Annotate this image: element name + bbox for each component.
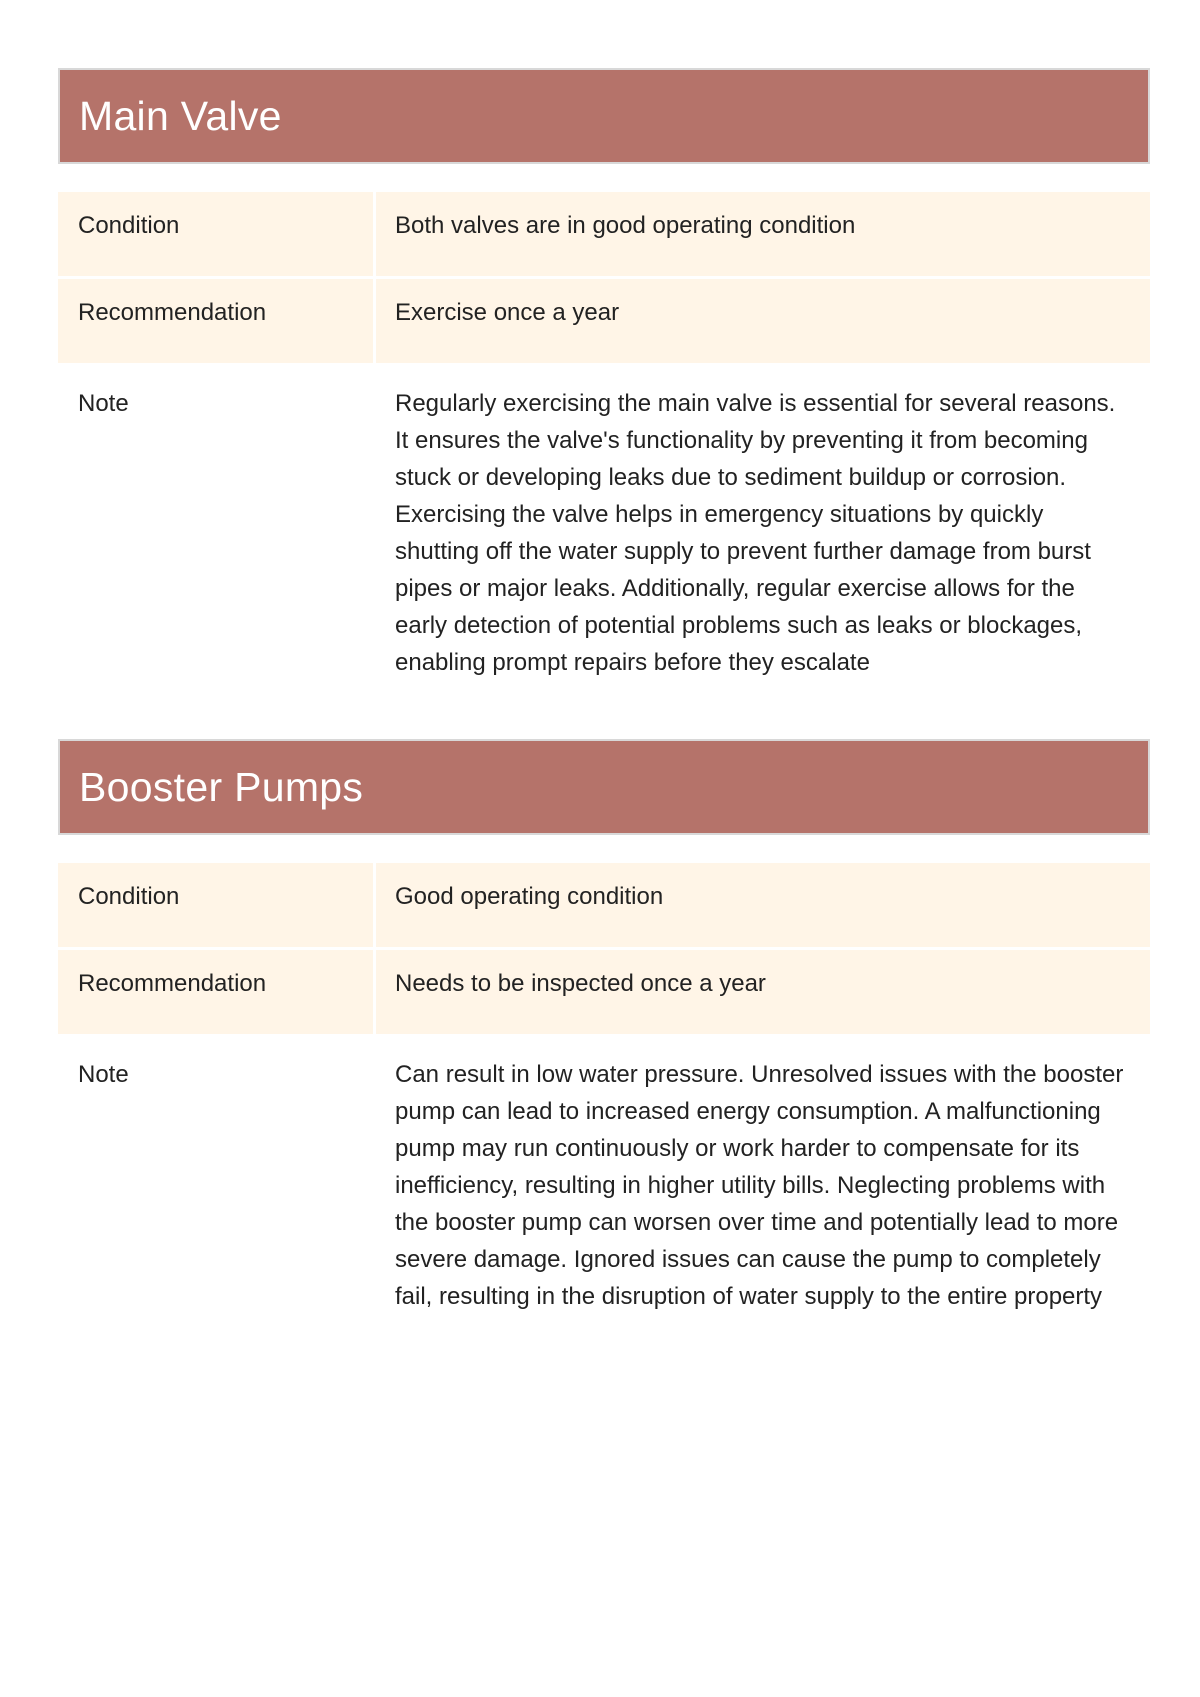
row-label: Note xyxy=(58,363,376,691)
row-value: Needs to be inspected once a year xyxy=(395,970,766,997)
row-label: Recommendation xyxy=(58,950,376,1034)
row-label: Condition xyxy=(58,863,376,947)
row-value: Both valves are in good operating condition xyxy=(395,212,856,239)
row-value: Exercise once a year xyxy=(395,299,620,326)
section-header xyxy=(58,68,1150,164)
table-row-note xyxy=(58,363,1150,691)
table-row-condition xyxy=(58,863,1150,947)
report-page xyxy=(58,68,1150,1373)
section-title: Main Valve xyxy=(79,92,282,139)
row-label: Recommendation xyxy=(58,279,376,363)
section-main-valve xyxy=(58,68,1150,691)
section-header xyxy=(58,739,1150,835)
row-value: Regularly exercising the main valve is essential for several reasons. It ensures the valve's functionality by preventing it from becoming stuck or developing leaks due to sediment buildup or corrosion. Exercising the valve helps in emergency situations by quickly shutting off the water supply to prevent further damage from burst pipes or major leaks. Additionally, regular exercise allows for the early detection of potential problems such as leaks or blockages, enabling prompt repairs before they escalate xyxy=(395,390,1116,676)
section-booster-pumps xyxy=(58,739,1150,1325)
table-row-recommendation xyxy=(58,276,1150,363)
row-value: Good operating condition xyxy=(395,883,664,910)
table-row-note xyxy=(58,1034,1150,1325)
row-label: Condition xyxy=(58,192,376,276)
row-label: Note xyxy=(58,1034,376,1325)
table-row-condition xyxy=(58,192,1150,276)
row-value: Can result in low water pressure. Unresolved issues with the booster pump can lead to increased energy consumption. A malfunctioning pump may run continuously or work harder to compensate for its inefficiency, resulting in higher utility bills. Neglecting problems with the booster pump can worsen over time and potentially lead to more severe damage. Ignored issues can cause the pump to completely fail, resulting in the disruption of water supply to the entire property xyxy=(395,1061,1124,1310)
table-row-recommendation xyxy=(58,947,1150,1034)
section-title: Booster Pumps xyxy=(79,763,364,810)
